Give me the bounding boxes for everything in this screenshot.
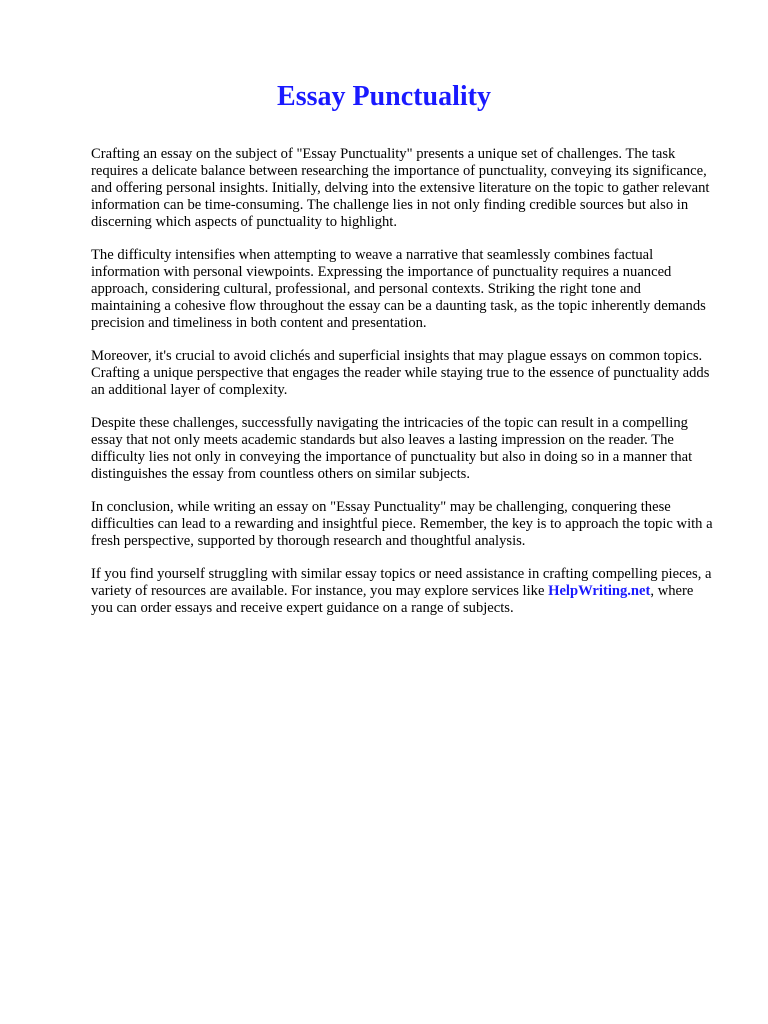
resources-text-before-link: If you find yourself struggling with similar essay topics or need assistance in crafting compelling pieces, a variety of resources are available. For instance, you may explore services like	[91, 566, 712, 599]
paragraph-resources	[91, 566, 713, 617]
document-body	[91, 146, 713, 633]
paragraph-difficulty: The difficulty intensifies when attempting to weave a narrative that seamlessly combines factual information with personal viewpoints. Expressing the importance of punctuality requires a nuanced approach, considering cultural, professional, and personal contexts. Striking the right tone and maintaining a cohesive flow throughout the essay can be a daunting task, as the topic inherently demands precision and timeliness in both content and presentation.	[91, 247, 706, 331]
page-title: Essay Punctuality	[277, 81, 491, 112]
paragraph-conclusion: In conclusion, while writing an essay on "Essay Punctuality" may be challenging, conquering these difficulties can lead to a rewarding and insightful piece. Remember, the key is to approach the topic with a fresh perspective, supported by thorough research and thoughtful analysis.	[91, 499, 713, 549]
paragraph-challenges: Despite these challenges, successfully navigating the intricacies of the topic can result in a compelling essay that not only meets academic standards but also leaves a lasting impression on the reader. The difficulty lies not only in conveying the importance of punctuality but also in doing so in a manner that distinguishes the essay from countless others on similar subjects.	[91, 415, 693, 482]
paragraph-cliches: Moreover, it's crucial to avoid clichés and superficial insights that may plague essays on common topics. Crafting a unique perspective that engages the reader while staying true to the essence of punctuality adds an additional layer of complexity.	[91, 348, 710, 398]
helpwriting-link[interactable]: HelpWriting.net	[548, 583, 651, 599]
resources-text-after-link: , where you can order essays and receive expert guidance on a range of subjects.	[91, 583, 694, 616]
paragraph-intro: Crafting an essay on the subject of "Essay Punctuality" presents a unique set of challenges. The task requires a delicate balance between researching the importance of punctuality, conveying its significance, and offering personal insights. Initially, delving into the extensive literature on the topic to gather relevant information can be time-consuming. The challenge lies in not only finding credible sources but also in discerning which aspects of punctuality to highlight.	[91, 146, 710, 230]
